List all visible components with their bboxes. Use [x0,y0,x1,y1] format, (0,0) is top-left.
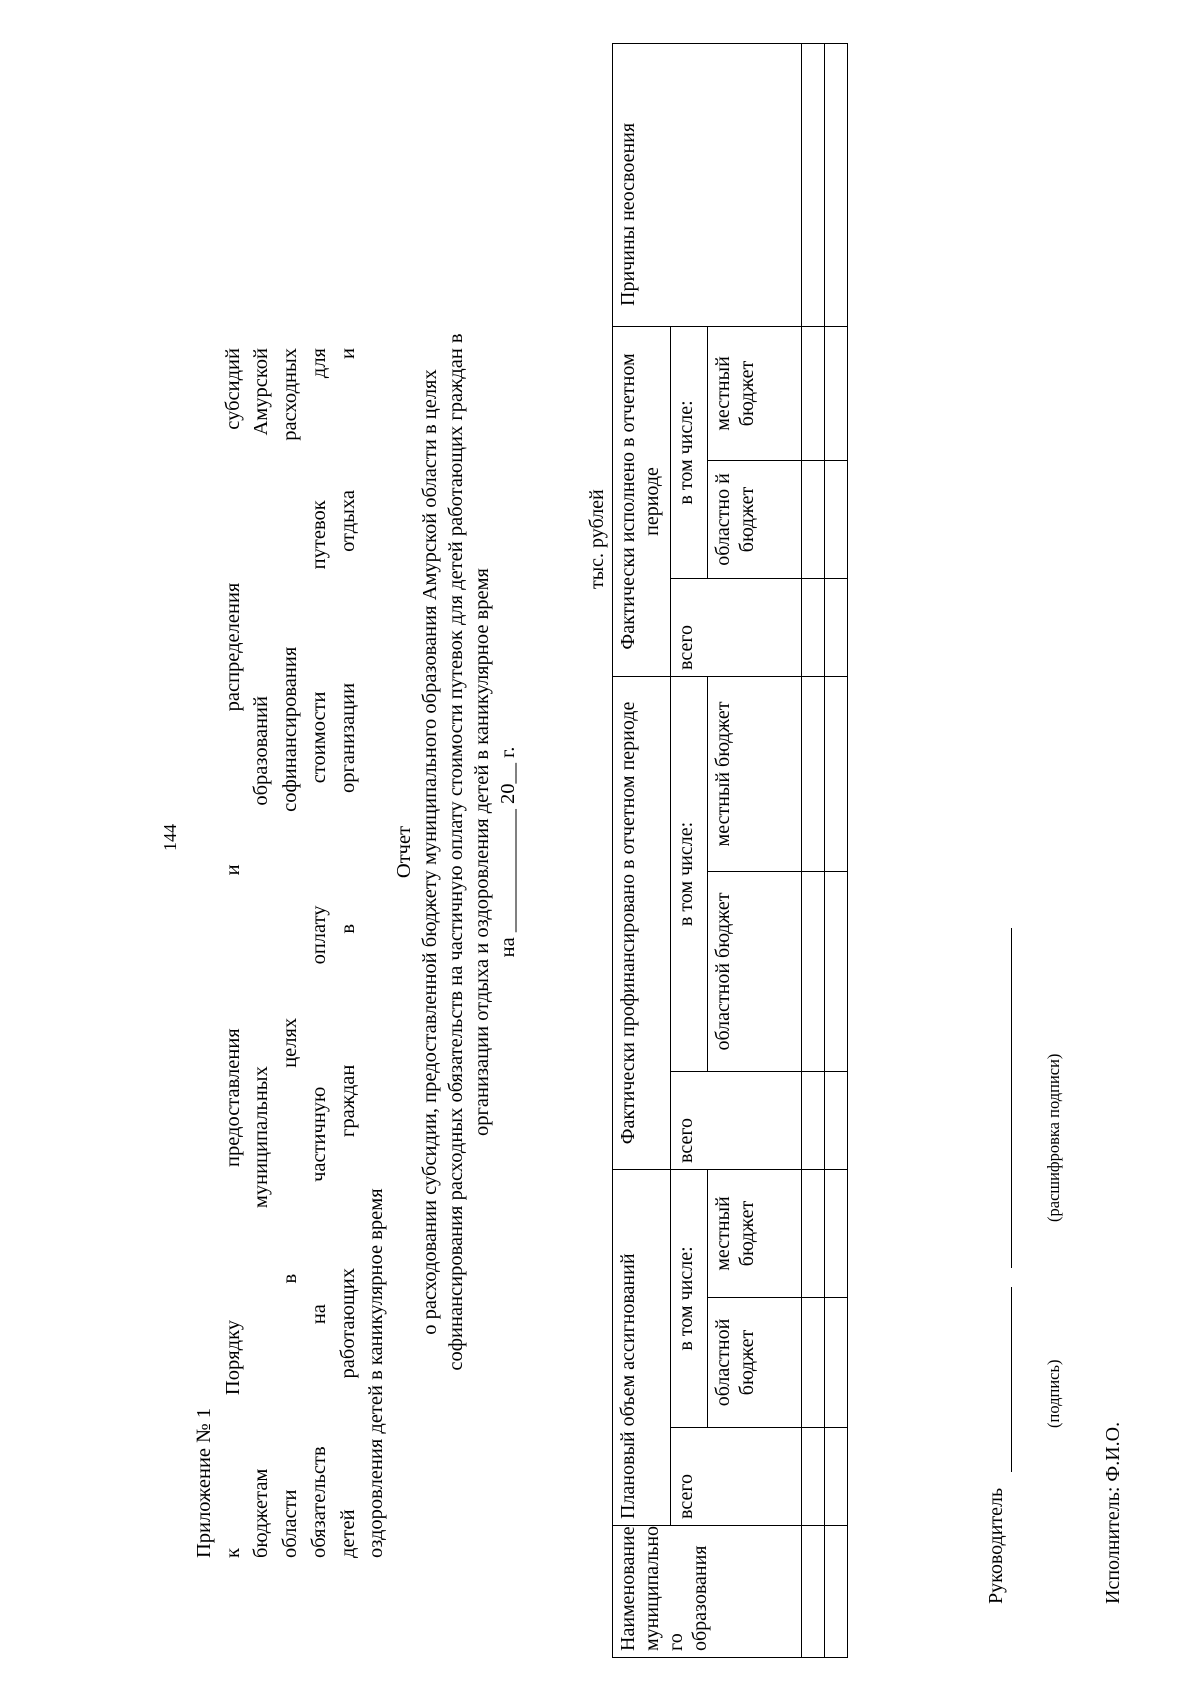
table-cell [825,1169,848,1297]
table-cell [802,676,825,871]
table-cell [802,460,825,578]
table-cell [802,578,825,676]
executor-line: Исполнитель: Ф.И.О. [1102,1421,1124,1604]
header-local-budget: местный бюджет [708,676,802,871]
header-financed: Фактически профинансировано в отчетном периоде [613,676,671,1169]
header-including: в том числе: [671,1169,708,1427]
report-subtitle-line: софинансирования расходных обязательств на частичную оплату стоимости путевок для детей работающих граждан в [445,333,467,1371]
report-subtitle-line: организации отдыха и оздоровления детей в каникулярное время [471,568,493,1136]
header-including: в том числе: [671,676,708,1071]
table-cell [802,43,825,326]
appendix-line: детей работающих граждан в организации отдыха и [336,348,359,1558]
table-cell [825,1071,848,1169]
date-prefix: на [497,937,519,958]
table-row [802,43,825,1657]
page-number: 144 [160,824,180,851]
appendix-title: Приложение № 1 [193,1407,215,1558]
table-cell [802,1071,825,1169]
table-cell [825,1428,848,1526]
table-cell [825,578,848,676]
table-cell [802,1526,825,1658]
report-heading [391,0,521,1704]
table-cell [825,43,848,326]
header-including: в том числе: [671,326,708,578]
signature-caption: (подпись) [1044,1359,1063,1428]
header-total: всего [671,1428,802,1526]
appendix-block [190,348,391,1558]
report-title: Отчет [393,825,415,879]
table-cell [802,1298,825,1428]
table-cell [825,1526,848,1658]
head-label: Руководитель [985,1487,1007,1604]
header-regional-budget: областной бюджет [708,1298,802,1428]
appendix-line: к Порядку предоставления и распределения субсидий [221,348,244,1558]
header-local-budget: местный бюджет [708,326,802,460]
table-cell [802,871,825,1071]
header-executed: Фактически исполнено в отчетном периоде [613,326,671,676]
appendix-line: оздоровления детей в каникулярное время [365,1188,388,1558]
report-date-line [495,0,521,1704]
decoding-caption: (расшифровка подписи) [1044,1053,1063,1222]
header-regional-budget: областной бюджет [708,871,802,1071]
header-reasons: Причины неосвоения [613,43,802,326]
header-local-budget: местный бюджет [708,1169,802,1297]
header-municipal-name: Наименование муниципально го образования [613,1526,802,1658]
table-cell [825,676,848,871]
date-blank: ____________ [497,809,519,933]
units-label: тыс. рублей [586,489,608,589]
table-cell [802,1169,825,1297]
table-cell [825,326,848,460]
table-cell [825,1298,848,1428]
header-plan: Плановый объем ассигнований [613,1169,671,1525]
date-year: 20__ г. [497,746,519,805]
header-total: всего [671,578,802,676]
decoding-line [1011,928,1012,1268]
appendix-line: обязательств на частичную оплату стоимости путевок для [307,348,330,1558]
header-total: всего [671,1071,802,1169]
table-cell [825,871,848,1071]
table-cell [825,460,848,578]
header-regional-budget: областно й бюджет [708,460,802,578]
table-cell [802,1428,825,1526]
report-subtitle-line: о расходовании субсидии, предоставленной бюджету муниципального образования Амурской области в целях [419,369,441,1335]
table-row [825,43,848,1657]
table-cell [802,326,825,460]
signature-line [1011,1287,1012,1472]
appendix-line: бюджетам муниципальных образований Амурской [250,348,273,1558]
report-table [612,43,848,1658]
appendix-line: области в целях софинансирования расходных [279,348,302,1558]
